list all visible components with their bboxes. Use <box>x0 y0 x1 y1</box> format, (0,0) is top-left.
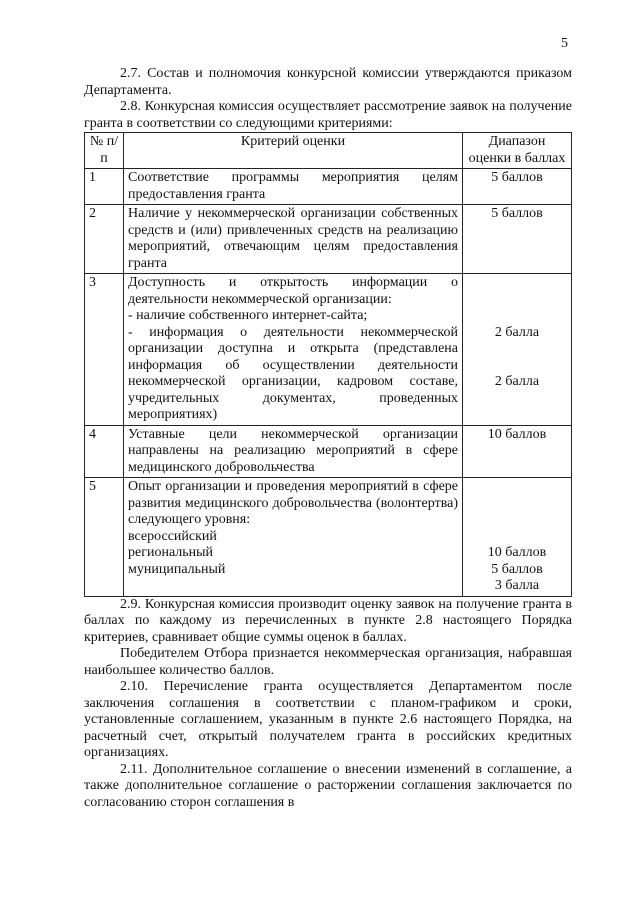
table-row <box>85 478 572 597</box>
row-num: 4 <box>85 425 124 478</box>
range-value <box>467 479 567 496</box>
row-criterion <box>124 169 463 205</box>
range-value: 3 балла <box>494 578 540 593</box>
row-range <box>463 425 572 478</box>
table-row <box>85 169 572 205</box>
table-row <box>85 425 572 478</box>
row-num: 1 <box>85 169 124 205</box>
criterion-line: Опыт организации и проведения мероприятий в сфере развития медицинского добровольчества (волонтертва) следующего уровня: <box>128 479 458 527</box>
row-criterion <box>124 478 463 597</box>
row-num: 2 <box>85 205 124 274</box>
criteria-table <box>84 132 572 597</box>
criterion-line: Соответствие программы мероприятия целям предоставления гранта <box>128 170 458 202</box>
range-value: 2 балла <box>494 324 540 340</box>
range-value <box>467 292 567 309</box>
row-num: 3 <box>85 274 124 426</box>
paragraph-2-11: 2.11. Дополнительное соглашение о внесении изменений в соглашение, а также дополнительное соглашение о расторжении соглашения заключается по согласованию сторон соглашения в <box>84 761 572 810</box>
range-value <box>467 529 567 546</box>
row-range <box>463 169 572 205</box>
criterion-line: муниципальный <box>128 561 226 577</box>
header-range: Диапазон оценки в баллах <box>463 133 572 169</box>
paragraph-winner: Победителем Отбора признается некоммерческая организация, набравшая наибольшее количество баллов. <box>84 646 572 678</box>
range-value: 10 баллов <box>487 426 547 442</box>
range-value <box>467 496 567 513</box>
row-range <box>463 274 572 426</box>
paragraph-2-9: 2.9. Конкурсная комиссия производит оценку заявок на получение гранта в баллах по каждому из перечисленных в пункте 2.8 настоящего Порядка критериев, сравнивает общие суммы оценок в баллах. <box>84 596 572 645</box>
paragraph-2-10: 2.10. Перечисление гранта осуществляется Департаментом после заключения соглашения в соответствии с планом-графиком и сроки, установленные соглашением, указанным в пункте 2.6 настоящего Порядка, на расчетный счет, открытый получателем гранта в российских кредитных организациях. <box>84 679 572 760</box>
paragraph-2-8: 2.8. Конкурсная комиссия осуществляет рассмотрение заявок на получение гранта в соответствии со следующими критериями: <box>84 99 572 131</box>
criterion-line: - наличие собственного интернет-сайта; <box>128 308 368 323</box>
row-num: 5 <box>85 478 124 597</box>
range-value <box>467 308 567 325</box>
criterion-line: региональный <box>128 545 214 560</box>
row-range <box>463 478 572 597</box>
row-criterion <box>124 425 463 478</box>
criterion-line: Доступность и открытость информации о деятельности некоммерческой организации: <box>128 275 458 307</box>
row-criterion <box>124 274 463 426</box>
table-row <box>85 205 572 274</box>
document-body <box>84 66 572 811</box>
criterion-line: всероссийский <box>128 528 217 544</box>
range-value: 5 баллов <box>491 561 543 577</box>
range-value: 2 балла <box>494 374 540 389</box>
range-value: 5 баллов <box>491 206 543 221</box>
page-number: 5 <box>561 36 568 51</box>
header-criterion: Критерий оценки <box>124 133 463 169</box>
header-num: № п/п <box>85 133 124 169</box>
range-value <box>467 358 567 375</box>
table-header-row <box>85 133 572 169</box>
range-value <box>467 275 567 292</box>
range-value <box>467 341 567 358</box>
paragraph-2-7: 2.7. Состав и полномочия конкурсной комиссии утверждаются приказом Департамента. <box>84 66 572 98</box>
range-value <box>467 512 567 529</box>
range-value: 10 баллов <box>487 545 547 560</box>
criterion-line: Уставные цели некоммерческой организации направлены на реализацию мероприятий в сфере медицинского добровольчества <box>128 426 458 475</box>
criterion-line: - информация о деятельности некоммерческой организации доступна и открыта (представлена информация об осуществлении деятельности некоммерческой организации, кадровом составе, учредительных документах, проведенных мероприятиях) <box>128 324 458 422</box>
table-row <box>85 274 572 426</box>
range-value: 5 баллов <box>491 170 543 185</box>
criterion-line: Наличие у некоммерческой организации собственных средств и (или) привлеченных средств на реализацию мероприятий, отвечающим целям предоставления гранта <box>128 206 458 271</box>
row-range <box>463 205 572 274</box>
row-criterion <box>124 205 463 274</box>
